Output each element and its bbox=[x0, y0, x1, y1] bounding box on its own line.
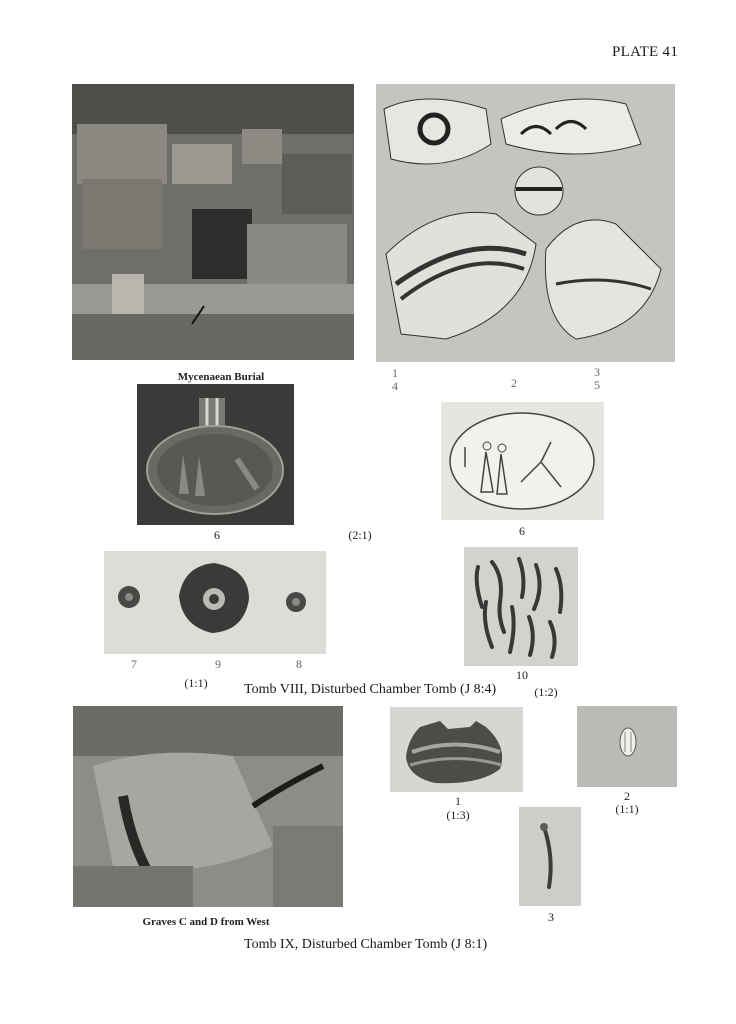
tomb8-caption: Tomb VIII, Disturbed Chamber Tomb (J 8:4) bbox=[244, 682, 497, 697]
beads-photo bbox=[104, 551, 326, 654]
seal-photo-label: 6 bbox=[214, 528, 220, 542]
wire-scale: (1:2) bbox=[534, 685, 558, 699]
pottery-label-1: 1 bbox=[392, 366, 398, 380]
seal-ring-photo bbox=[137, 384, 294, 525]
mycenaean-burial-photo bbox=[72, 84, 354, 360]
pottery-label-5: 5 bbox=[594, 378, 600, 392]
bead-label-8: 8 bbox=[296, 657, 302, 671]
seal-drawing bbox=[441, 402, 604, 520]
wire-fragments-photo bbox=[464, 547, 578, 666]
plate-title: PLATE 41 bbox=[612, 44, 679, 60]
wire-label: 10 bbox=[516, 668, 528, 682]
tomb9-item1-photo bbox=[390, 707, 523, 792]
seal-scale: (2:1) bbox=[348, 528, 372, 542]
tomb9-item3-label: 3 bbox=[548, 910, 554, 924]
graves-photo bbox=[73, 706, 343, 907]
bead-label-7: 7 bbox=[131, 657, 137, 671]
burial-caption: Mycenaean Burial bbox=[177, 371, 265, 383]
graves-caption: Graves C and D from West bbox=[142, 916, 270, 928]
tomb9-item1-label: 1 bbox=[455, 794, 461, 808]
tomb9-item2-photo bbox=[577, 706, 677, 787]
pottery-label-4: 4 bbox=[392, 379, 398, 393]
tomb9-item2-label: 2 bbox=[624, 789, 630, 803]
pottery-label-2: 2 bbox=[511, 376, 517, 390]
tomb9-caption: Tomb IX, Disturbed Chamber Tomb (J 8:1) bbox=[244, 937, 488, 952]
tomb9-item2-scale: (1:1) bbox=[615, 802, 639, 816]
pottery-label-3: 3 bbox=[594, 365, 600, 379]
tomb9-item1-scale: (1:3) bbox=[446, 808, 470, 822]
tomb9-item3-photo bbox=[519, 807, 581, 906]
beads-scale: (1:1) bbox=[184, 676, 208, 690]
seal-drawing-label: 6 bbox=[519, 524, 525, 538]
pottery-sherds-photo bbox=[376, 84, 675, 362]
bead-label-9: 9 bbox=[215, 657, 221, 671]
